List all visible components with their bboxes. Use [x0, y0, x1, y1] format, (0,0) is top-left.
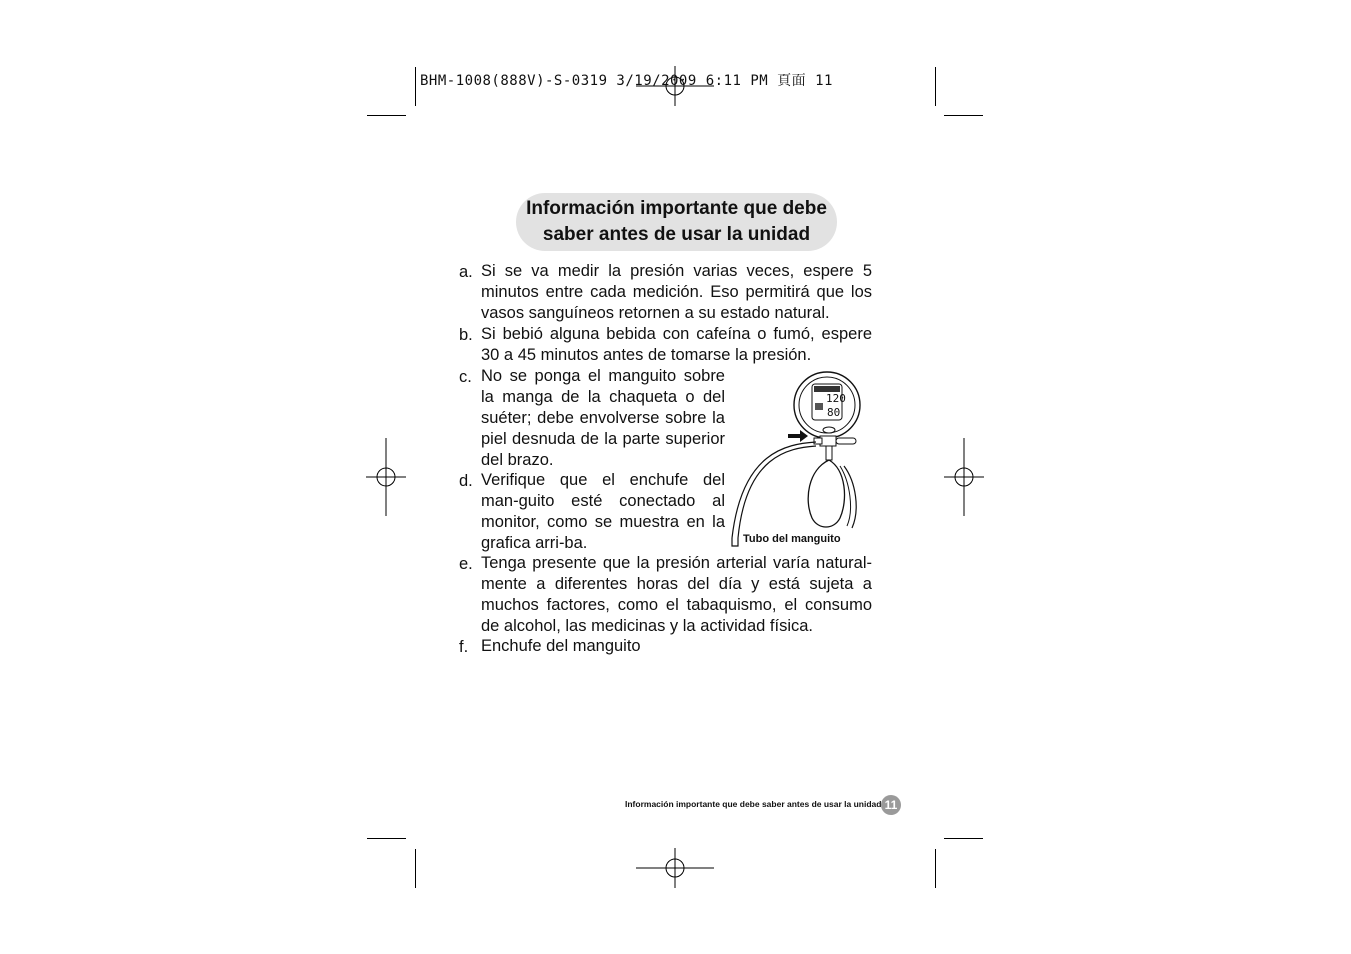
list-marker: b. [459, 326, 473, 344]
crop-mark [935, 849, 936, 888]
list-item-text: Si bebió alguna bebida con cafeína o fumó, espere 30 a 45 minutos antes de tomarse la presión. [481, 325, 872, 364]
crop-mark [944, 115, 983, 116]
list-item-text: Enchufe del manguito [481, 637, 641, 655]
list-item-text: Si se va medir la presión varias veces, espere 5 minutos entre cada medición. Eso permitirá que los vasos sanguíneos retornen a su estado natural. [481, 262, 872, 322]
figure-caption: Tubo del manguito [743, 533, 841, 545]
crop-mark [935, 67, 936, 106]
crop-mark [367, 838, 406, 839]
display-diastolic: 80 [827, 406, 841, 419]
running-footer: Información importante que debe saber antes de usar la unidad [625, 799, 882, 809]
section-title [516, 193, 837, 251]
display-systolic: 120 [826, 392, 846, 405]
list-marker: c. [459, 368, 472, 386]
list-item-text: Verifique que el enchufe del man-guito esté conectado al monitor, como se muestra en la grafica arri-ba. [481, 471, 725, 552]
section-title-line-2: saber antes de usar la unidad [542, 224, 811, 245]
print-slug: BHM-1008(888V)-S-0319 3/19/2009 6:11 PM 頁面 11 [420, 73, 833, 89]
registration-mark-left [366, 438, 406, 516]
crop-mark [415, 849, 416, 888]
page-number: 11 [881, 795, 901, 815]
crop-mark [944, 838, 983, 839]
list-marker: a. [459, 263, 473, 281]
list-item-text: Tenga presente que la presión arterial varía natural-mente a diferentes horas del día y está sujeta a muchos factores, como el tabaquismo, el consumo de alcohol, las medicinas y la actividad física. [481, 554, 872, 635]
crop-mark [367, 115, 406, 116]
list-marker: d. [459, 472, 473, 490]
registration-mark-right [944, 438, 984, 516]
crop-mark [415, 67, 416, 106]
list-marker: f. [459, 638, 469, 656]
section-title-line-1: Información importante que debe [526, 198, 827, 219]
list-marker: e. [459, 555, 473, 573]
registration-mark-bottom [636, 848, 714, 888]
monitor-illustration [726, 370, 866, 548]
list-item-text: No se ponga el manguito sobre la manga de la chaqueta o del suéter; debe envolverse sobre la piel desnuda de la parte superior del brazo. [481, 367, 725, 469]
